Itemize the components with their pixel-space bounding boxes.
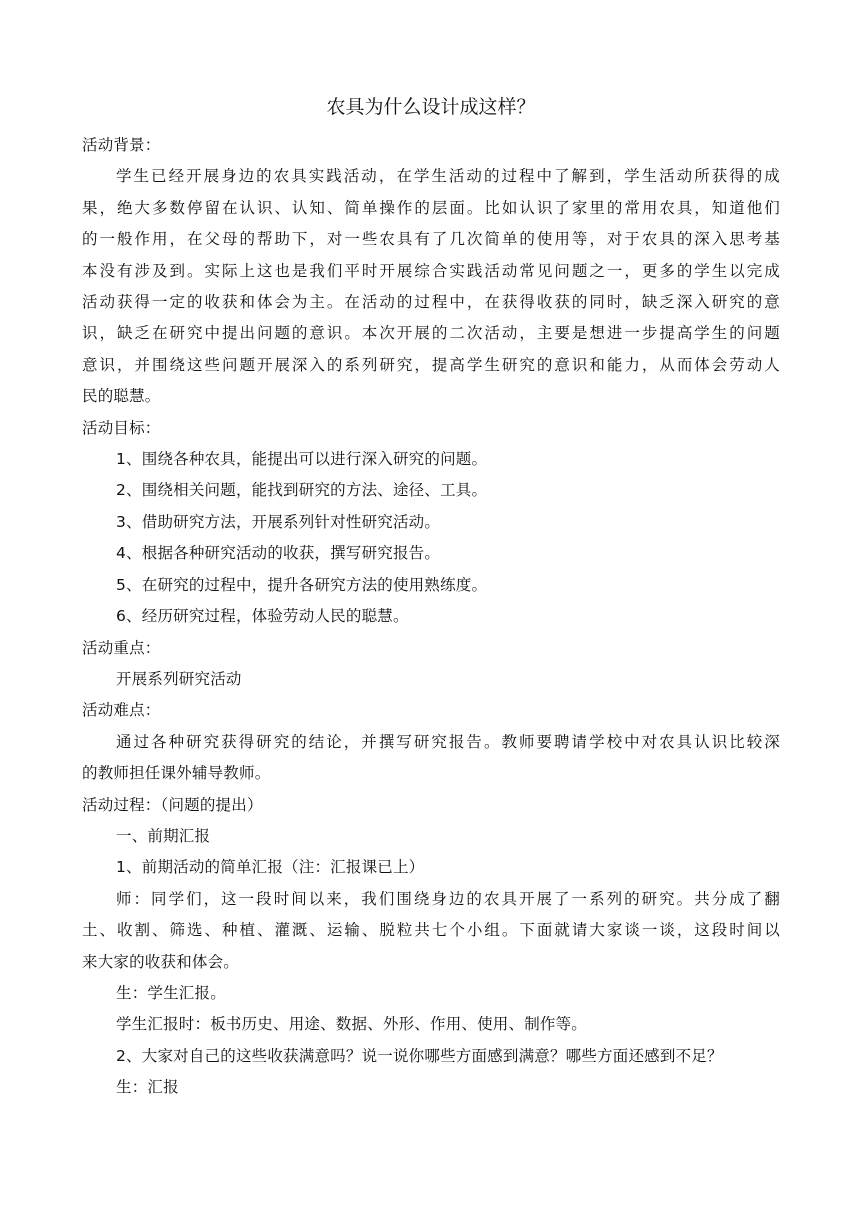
goal-item: 2、围绕相关问题，能找到研究的方法、途径、工具。	[116, 481, 488, 500]
goal-item: 4、根据各种研究活动的收获，撰写研究报告。	[116, 544, 441, 563]
background-line: 本没有涉及到。实际上这也是我们平时开展综合实践活动常见问题之一，更多的学生以完成	[82, 261, 780, 280]
process-label: 活动过程：（问题的提出）	[82, 795, 263, 814]
background-line: 识，缺乏在研究中提出问题的意识。本次开展的二次活动，主要是想进一步提高学生的问题	[82, 324, 780, 343]
teacher-line: 来大家的收获和体会。	[82, 952, 240, 971]
difficulty-label: 活动难点：	[82, 701, 161, 720]
process-step-heading: 一、前期汇报	[116, 826, 211, 845]
teacher-line: 师：同学们，这一段时间以来，我们围绕身边的农具开展了一系列的研究。共分成了翻	[116, 889, 780, 908]
difficulty-line: 的教师担任课外辅导教师。	[82, 764, 271, 783]
goal-item: 5、在研究的过程中，提升各研究方法的使用熟练度。	[116, 575, 488, 594]
question-line: 2、大家对自己的这些收获满意吗？说一说你哪些方面感到满意？哪些方面还感到不足？	[116, 1046, 723, 1065]
background-line: 民的聪慧。	[82, 387, 161, 406]
background-label: 活动背景：	[82, 136, 161, 154]
student-line: 生：汇报	[116, 1078, 179, 1097]
student-line: 生：学生汇报。	[116, 983, 226, 1002]
key-point-label: 活动重点：	[82, 638, 161, 657]
board-note-line: 学生汇报时：板书历史、用途、数据、外形、作用、使用、制作等。	[116, 1015, 588, 1034]
goal-item: 6、经历研究过程，体验劳动人民的聪慧。	[116, 607, 409, 626]
background-line: 果，绝大多数停留在认识、认知、简单操作的层面。比如认识了家里的常用农具，知道他们	[82, 198, 780, 217]
background-line: 活动获得一定的收获和体会为主。在活动的过程中，在获得收获的同时，缺乏深入研究的意	[82, 293, 780, 312]
teacher-line: 土、收割、筛选、种植、灌溉、运输、脱粒共七个小组。下面就请大家谈一谈，这段时间以	[82, 921, 780, 940]
goals-label: 活动目标：	[82, 418, 161, 437]
goal-item: 3、借助研究方法，开展系列针对性研究活动。	[116, 512, 441, 531]
document-title: 农具为什么设计成这样？	[326, 96, 536, 118]
background-line: 意识，并围绕这些问题开展深入的系列研究，提高学生研究的意识和能力，从而体会劳动人	[82, 355, 780, 374]
difficulty-line: 通过各种研究获得研究的结论，并撰写研究报告。教师要聘请学校中对农具认识比较深	[116, 732, 780, 751]
key-point-text: 开展系列研究活动	[116, 669, 242, 688]
background-line: 的一般作用，在父母的帮助下，对一些农具有了几次简单的使用等，对于农具的深入思考基	[82, 230, 780, 249]
goal-item: 1、围绕各种农具，能提出可以进行深入研究的问题。	[116, 450, 488, 469]
document-page	[82, 92, 780, 1104]
process-item: 1、前期活动的简单汇报（注：汇报课已上）	[116, 858, 425, 877]
background-line: 学生已经开展身边的农具实践活动，在学生活动的过程中了解到，学生活动所获得的成	[116, 167, 780, 186]
